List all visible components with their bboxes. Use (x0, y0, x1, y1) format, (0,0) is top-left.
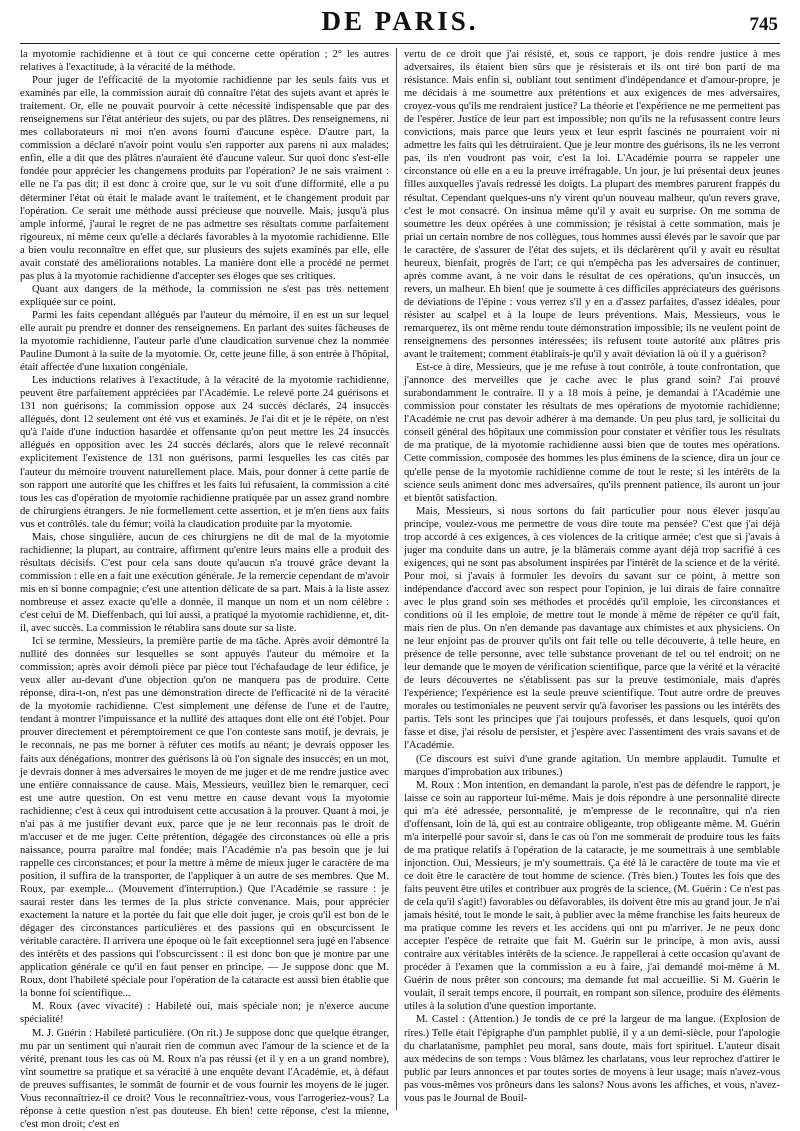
paragraph: vertu de ce droit que j'ai résisté, et, sous ce rapport, je dois rendre justice à mes adversaires, ils étaient bien sûrs que je résisterais et ils ont tiré bon parti de ma résistance. Mais enfin si, oubliant tout sentiment d'indépendance et d'amour-propre, je me décidais à me soumettre aux prétentions et aux exigences de mes adversaires, croyez-vous qu'ils me rendraient justice? La théorie et l'expérience ne me permettent pas de l'espérer. Justice de leur part est impossible; non qu'ils ne la refusassent contre leurs convictions, mais parce que leurs yeux et leur esprit fascinés ne pourraient voir ni admettre les faits qui les détruiraient. Que je leur montre des guérisons, ils ne les verront pas, ils n'en voudront pas voir, c'est la loi. L'Académie pourra se rappeler une circonstance où elle en a eu la preuve irréfragable. Un jour, je lui présentai deux jeunes filles auxquelles j'avais redressé les doigts. La plupart des membres parurent frappés du résultat. Cependant quelques-uns n'y virent qu'un nouveau malheur, qu'un revers grave, c'est le mot consacré. On insinua même qu'il y avait eu surprise. On me somma de soumettre les deux opérées à une commission; je résistai à cette sommation, mais je priai un certain nombre de nos collègues, tous hommes aussi élevés par le savoir que par le caractère, de s'assurer de l'état des sujets, et ils déclarèrent qu'il y avait eu résultat heureux, bienfait, progrès de l'art; ce qui n'empêcha pas les adversaires de continuer, après comme avant, à ne voir dans le résultat de ces opérations, qu'un insuccès, un revers, un malheur. Eh bien! que je soumette à ces difficiles appréciateurs des guérisons de déviations de l'épine : vous verrez s'il y en a d'assez parfaites, d'assez idéales, pour résister au scalpel et à la loupe de leurs préventions. Mais, Messieurs, vous le remarquerez, ils ont même rendu toute démonstration impossible; ils ne veulent point de renseignemens des personnes intéressées; ils refusent toute autorité aux plâtres pris avant le traitement; comment établirais-je qu'il y avait déviation là où il y a guérison? (404, 49, 780, 361)
header-rule (20, 43, 780, 44)
paragraph: Les inductions relatives à l'exactitude, à la véracité de la myotomie rachidienne, peuvent être parfaitement appréciées par l'Académie. Le relevé porte 24 guérisons et 131 non guérisons; la commission oppose aux 24 succès déclarés, 24 insuccès allégués, dont 12 seulement ont été vus et examinés. Je l'ai dit et je le répète, on n'est qu'à l'aide d'une induction hasardée et offensante qu'on peut mettre les 24 insuccès allégués en opposition avec les 24 succès déclarés, alors que le relevé reconnaît explicitement l'existence de 131 non guérisons, parmi lesquelles les cas cités par l'auteur du mémoire trouvent naturellement place. Mais, pour donner à cette partie de son rapport une autorité que les chiffres et les faits lui refusaient, la commission a cité tous les cas d'opération de myotomie rachidienne pratiquée par un assez grand nombre de chirurgiens étrangers. Je nie formellement cette assertion, et je m'en tiens aux faits vus et contrôlés. tale du fémur; voilà la claudication produite par la myotomie. (20, 375, 389, 530)
paragraph: Est-ce à dire, Messieurs, que je me refuse à tout contrôle, à toute confrontation, que j'annonce des merveilles que je cache avec le plus grand soin? J'ai prouvé surabondamment le contraire. Il y a 18 mois à peine, je demandai à l'Académie une commission pour constater les résultats de mes opérations de myotomie rachidienne; l'Académie ne crut pas devoir adhérer à ma demande. Un peu plus tard, je sollicitai du conseil général des hôpitaux une commission pour constater et vérifier tous les résultats de ma pratique, de la myotomie rachidienne aussi bien que de toutes mes opérations. Cette commission, composée des hommes les plus éminens de la science, dira un jour ce qu'elle pense de la myotomie rachidienne comme de tout le reste; si les intérêts de la science seuls animent donc mes adversaires, qu'ils prennent patience, ils auront un jour et bientôt satisfaction. (404, 362, 780, 504)
paragraph: la myotomie rachidienne et à tout ce qui concerne cette opération ; 2° les autres relatives à l'exactitude, à la véracité de la méthode. (20, 49, 389, 74)
paragraph: M. Roux (avec vivacité) : Habileté oui, mais spéciale non; je n'exerce aucune spécialité! (20, 1001, 389, 1026)
paragraph: Parmi les faits cependant allégués par l'auteur du mémoire, il en est un sur lequel elle aurait pu prendre et donner des renseignemens. En parlant des suites fâcheuses de la myotomie rachidienne, l'auteur parle d'une claudication survenue chez la nommée Pauline Dumont à la suite de la myotomie. Or, cette jeune fille, à son entrée à l'hôpital, était affectée d'une luxation congéniale. (20, 309, 389, 374)
page-number: 745 (749, 14, 778, 35)
page-title: DE PARIS. (321, 6, 479, 36)
paragraph: M. J. Guérin : Habileté particulière. (On rit.) Je suppose donc que quelque étranger, mu par un sentiment qui n'aurait rien de commun avec l'amour de la science et de la vérité, prenant tous les cas où M. Roux n'a pas réussi (et il y en a un grand nombre), vînt soumettre sa pratique et sa véracité à une enquête devant l'Académie, et, à défaut de preuves suffisantes, le sommât de fournir et de vous fournir les moyens de le juger. Vous reconnaîtriez-il ce droit? Vous le reconnaîtriez-vous, vous l'arrogeriez-vous? La réponse à cette question n'est pas douteuse. Eh bien! cette réponse, c'est la mienne, c'est mon droit; c'est en (20, 1027, 389, 1130)
right-column (404, 48, 780, 1110)
paragraph: Mais, chose singulière, aucun de ces chirurgiens ne dit de mal de la myotomie rachidienne; la plupart, au contraire, affirment qu'entre leurs mains elle a produit des résultats décisifs. C'est pour cela sans doute qu'aucun n'a trouvé grâce devant la commission : elle en a fait une exécution générale. Je la remercie cependant de m'avoir mis en si bonne compagnie; c'est une attention délicate de sa part. Mais à la liste assez nombreuse et assez exacte qu'elle a donnée, il manque un nom et un nom célèbre : c'est celui de M. Dieffenbach, qui lui aussi, a pratiqué la myotomie rachidienne, et, dit-il, avec succès. La commission le rétablira sans doute sur sa liste. (20, 531, 389, 635)
paragraph: (Ce discours est suivi d'une grande agitation. Un membre applaudit. Tumulte et marques d'improbation aux tribunes.) (404, 753, 780, 778)
paragraph: Mais, Messieurs, si nous sortons du fait particulier pour nous élever jusqu'au principe, voulez-vous me permettre de vous dire toute ma pensée? C'est que j'ai déjà trop accordé à ces exigences, à ces violences de la critique armée; c'est que si j'avais à juger ma conduite dans un autre, je la blâmerais comme ayant déjà trop sacrifié à ces exigences, qui ne sont pas absolument inspirées par l'intérêt de la science et de la vérité. Pour moi, si j'avais à formuler les devoirs du savant sur ce point, à mettre son indépendance d'accord avec son respect pour l'opinion, je lui dirais de faire connaître avec le plus grand soin ses méthodes et procédés qu'il emploie, les circonstances et conditions où il les emploie, de mettre tout le monde à même de répéter ce qu'il fait, mais rien de plus. On n'en demande pas davantage aux chimistes et aux physiciens. On ne leur enjoint pas de prouver qu'ils ont fait telle ou telle découverte, à telle heure, en présence de telle personne, avec telle substance provenant de tel ou tel endroit; on ne leur demande que le moyen de vérification scientifique, parce que la vérité et la véracité de leurs découvertes ne s'établissent pas sur la preuve testimoniale, mais d'après l'expérience; l'expérience est la seule preuve scientifique. Tout autre ordre de preuves morales ou testimoniales ne peuvent servir qu'à favoriser les passions ou les intérêts des partis. Tels sont les principes que j'ai toujours professés, et dans lesquels, quoi qu'on fasse et dise, j'ai résolu de persister, et j'espère avec l'assentiment des vrais savans et de l'Académie. (404, 505, 780, 752)
left-column (20, 48, 389, 1130)
column-divider (396, 48, 397, 1110)
paragraph: Pour juger de l'efficacité de la myotomie rachidienne par les seuls faits vus et examinés par elle, la commission aurait dû connaître l'état des sujets avant et après le traitement. Or, elle ne pouvait pourvoir à cette nécessité indispensable que par des renseignemens sur l'état antérieur des sujets, ou par des plâtres. Des renseignemens, ni mes collaborateurs ni moi n'en avons fourni d'aucune espèce. D'autre part, la commission a déclaré n'avoir point voulu s'en rapporter aux parens ni aux malades; enfin, elle a dit que des plâtres n'auraient été d'aucune valeur. Sur quoi donc s'est-elle fondée pour apprécier les changemens produits par l'opération? Je ne sais vraiment : elle ne l'a pas dit; il est donc à croire que, sur le vu soit d'une difformité, elle a pu déterminer l'état où était le malade avant le traitement, et le changement produit par l'opération. Ce serait une méthode aussi précieuse que nouvelle. Mais, jusqu'à plus ample informé, j'aurai le regret de ne pas admettre ses résultats comme parfaitement rigoureux, ni même ceux qu'elle a déclarés favorables à la myotomie rachidienne. Elle a bien voulu reconnaître en effet que, sur plusieurs des sujets examinés par elle, elle avait constaté des améliorations notables. La manière dont elle a procédé ne permet pas plus à la myotomie rachidienne d'accepter ses éloges que ses critiques. (20, 75, 389, 282)
paragraph: M. Roux : Mon intention, en demandant la parole, n'est pas de défendre le rapport, je laisse ce soin au rapporteur lui-même. Mais je dois répondre à une personnalité directe qui m'a été adressée, personnalité, je m'empresse de le reconnaître, qui n'a rien d'offensant, loin de là, qui est au contraire obligeante, trop obligeante même. M. Guérin m'a interpellé pour savoir si, dans le cas où l'on me sommerait de produire tous les faits de ma pratique relatifs à l'opération de la cataracte, je me soumettrais à une semblable injonction. Oui, Messieurs, je m'y soumettrais. Ça été là le caractère de toute ma vie et ce doit être le caractère de tout homme de science. (Très bien.) Toutes les fois que des faits peuvent être utiles et contribuer aux progrès de la science, (M. Guérin : Ce n'est pas de cela qu'il s'agit!) favorables ou défavorables, ils doivent être mis au grand jour. Je n'ai jamais hésité, tout le monde le sait, à publier avec la même franchise les faits heureux de ma pratique comme les revers et les accidens qui ont pu m'arriver. Je ne peux donc accepter l'espèce de retraite que fait M. Guérin sur le principe, à mon avis, aussi contraire aux véritables intérêts de la science. Je rappellerai à cette occasion qu'avant de procéder à l'examen que la commission a eu à faire, j'ai demandé moi-même à M. Guérin de nous prêter son concours; ma demande fut mal accueillie. Si M. Guérin le voulait, il serait temps encore, il pourrait, en rompant son silence, produire des éléments utiles à la solution d'une question importante. (404, 779, 780, 1013)
paragraph: M. Castel : (Attention.) Je tondis de ce pré la largeur de ma langue. (Explosion de rires.) Telle était l'épigraphe d'un pamphlet publié, il y a un demi-siècle, pour l'apologie du charlatanisme, pamphlet peu moral, sans doute, mais fort spirituel. L'auteur disait aux médecins de son temps : Vous blâmez les charlatans, vous leur reprochez d'attirer le public par leurs annonces et par toutes sortes de moyens à leur usage; mais n'avez-vous pas vous-mêmes vos prôneurs dans les salons? Nous avons les affiches, et vous, n'avez-vous pas le Journal de Bouil- (404, 1014, 780, 1104)
paragraph: Ici se termine, Messieurs, la première partie de ma tâche. Après avoir démontré la nullité des données sur lesquelles se sont appuyés l'auteur du mémoire et la commission; après avoir démoli pièce par pièce tout l'échafaudage de leur édifice, je veux aller au-devant d'une objection qu'on ne manquera pas de produire. Cette réponse, dira-t-on, n'est pas une démonstration directe de l'efficacité ni de la véracité de la myotomie rachidienne. C'est simplement une défense de l'une et de l'autre, tendant à montrer l'impuissance et la nullité des attaques dont elle ont été l'objet. Pour prouver directement et péremptoirement ce que l'on conteste sans motif, je devrais, je le reconnais, ne pas me borner à réfuter ces motifs au néant; je devrais opposer les faits aux dénégations, montrer des guérisons là où l'on signale des insuccès; en un mot, je devrais donner à mes adversaires le moyen de me juger et de me rendre justice avec une entière connaissance de cause. Mais, Messieurs, veuillez bien le remarquer, ceci est une autre question. On est venu mettre en cause devant vous la myotomie rachidienne; c'est à ceux qui introduisent cette accusation à la prouver. Quant à moi, je n'ai pas à me justifier devant eux, parce que je ne leur reconnais pas le droit de m'accuser et de me juger. Cette prétention, dégagée des circonstances où elle a pris naissance, pourra paraître mal fondée; mais l'Académie n'a pas besoin que je lui rappelle ces circonstances; et pour la mettre à même de mieux juger le caractère de ma position, il suffira de la transporter, de l'appliquer à un autre de ses membres. Que M. Roux, par exemple... (Mouvement d'interruption.) Que l'Académie se rassure : je saurai rester dans les termes de la plus stricte convenance. Mais, pour apprécier exactement la nature et la portée du fait que elle doit juger, je crois qu'il est bon de le dégager des circonstances particulières et des passions qui en obscurcissent le véritable caractère. Il arrivera une époque où le fait exceptionnel sera jugé en l'absence des intérêts et des passions qui l'obscurcissent : il est donc bon que je montre par une application générale ce qu'il en faut penser en principe. — Je suppose donc que M. Roux, dont l'habileté spéciale pour l'opération de la cataracte est aussi bien établie que la bonne foi scientifique... (20, 636, 389, 1000)
page-header (0, 0, 800, 44)
paragraph: Quant aux dangers de la méthode, la commission ne s'est pas très nettement expliquée sur ce point. (20, 283, 389, 308)
